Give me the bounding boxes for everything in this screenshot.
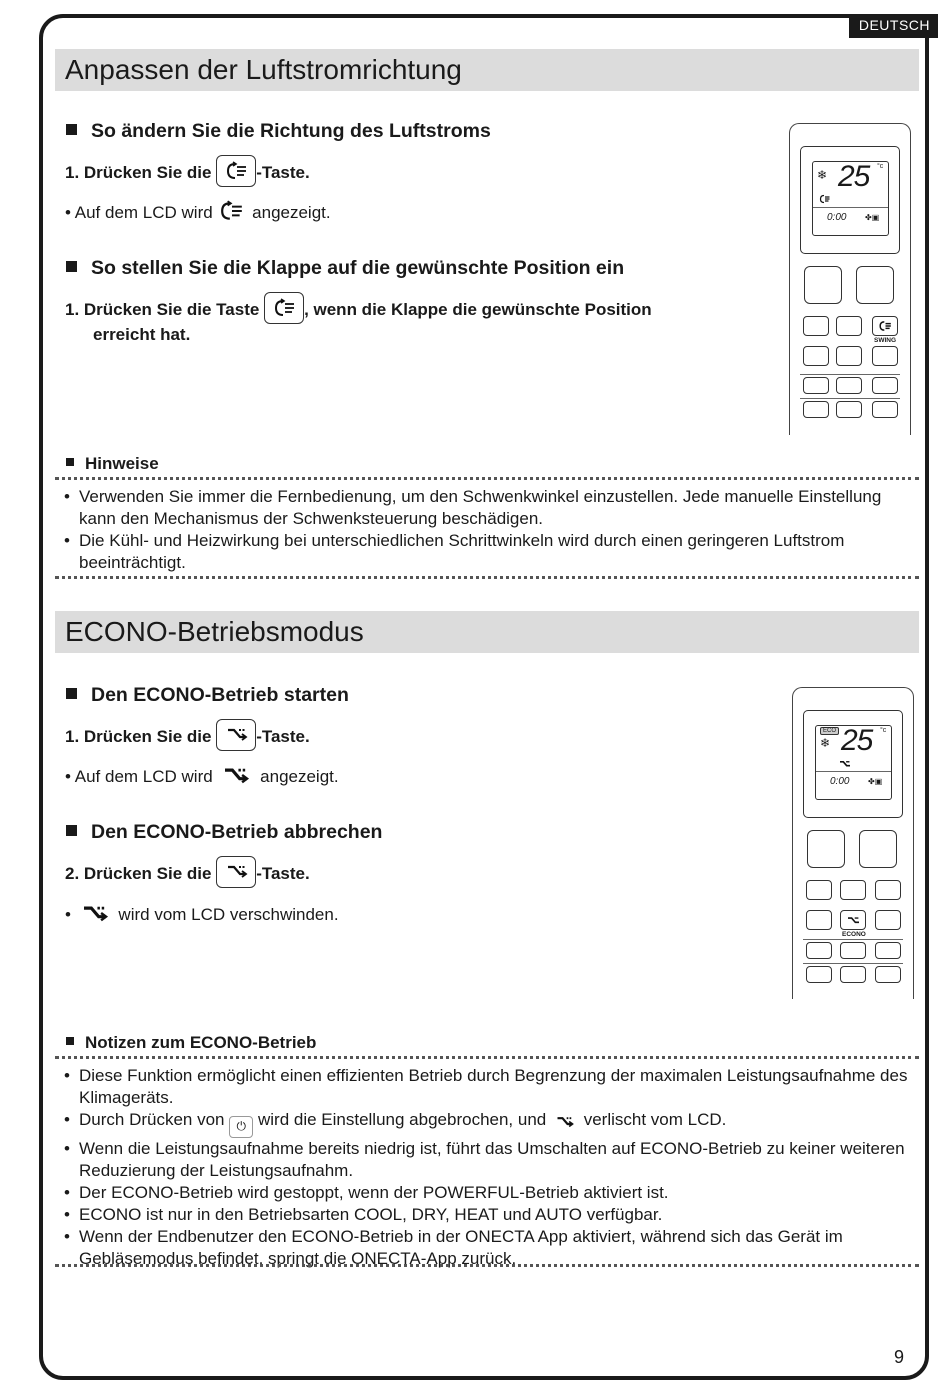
econo-lcd-icon <box>79 902 111 924</box>
list-item: • Durch Drücken von ⏻ wird die Einstellung abgebrochen, und verlischt vom LCD. <box>64 1109 914 1138</box>
remote-econo-label: ECONO <box>842 931 866 938</box>
swing-lcd-icon <box>220 200 244 222</box>
remote-button <box>836 377 862 394</box>
step-press-swing-flap: 1. Drücken Sie die Taste , wenn die Klappe die gewünschte Position erreicht hat. <box>65 292 652 346</box>
divider <box>55 576 919 579</box>
list-item: • ECONO ist nur in den Betriebsarten COOL, DRY, HEAT und AUTO verfügbar. <box>64 1204 914 1226</box>
remote-button <box>806 942 832 959</box>
section-title-airflow: Anpassen der Luftstromrichtung <box>55 49 919 91</box>
remote-swing-button <box>872 316 898 336</box>
remote-swing-label: SWING <box>874 337 897 344</box>
fan-icon: ✤▣ <box>865 213 880 222</box>
step-press-econo-cancel: 2. Drücken Sie die -Taste. <box>65 856 310 888</box>
lcd-eco-badge: ECO <box>820 727 839 735</box>
snowflake-icon: ❄ <box>817 168 828 182</box>
square-bullet-icon <box>66 688 77 699</box>
econo-notes-heading: Notizen zum ECONO-Betrieb <box>66 1033 316 1053</box>
remote-button <box>803 377 829 394</box>
list-item: • Diese Funktion ermöglicht einen effizienten Betrieb durch Begrenzung der maximalen Leistungsaufnahme des Klimageräts. <box>64 1065 914 1109</box>
notes-heading: Hinweise <box>66 454 159 474</box>
remote-econo-button <box>840 910 866 930</box>
bullet-lcd-econo: • Auf dem LCD wird angezeigt. <box>65 764 339 787</box>
econo-key-icon <box>216 719 256 751</box>
lcd-timer: 0:00 <box>827 212 847 223</box>
remote-button <box>804 266 842 304</box>
remote-button <box>836 401 862 418</box>
remote-lcd-panel <box>800 146 900 254</box>
list-item: • Wenn die Leistungsaufnahme bereits niedrig ist, führt das Umschalten auf ECONO-Betrieb zu keiner weiteren Reduzierung der Leistungsaufnahm. <box>64 1138 914 1182</box>
lcd-temperature: 25 <box>841 724 873 757</box>
remote-button <box>872 377 898 394</box>
celsius-icon: °c <box>877 163 884 170</box>
remote-button <box>803 401 829 418</box>
remote-control-illustration <box>792 687 914 999</box>
remote-button <box>875 942 901 959</box>
page-number: 9 <box>894 1347 905 1367</box>
remote-button <box>836 346 862 366</box>
subheading-econo-start: Den ECONO-Betrieb starten <box>66 684 349 707</box>
remote-button <box>872 401 898 418</box>
remote-button <box>875 910 901 930</box>
remote-lcd-screen <box>815 725 892 800</box>
remote-lcd-screen <box>812 161 889 236</box>
remote-control-illustration <box>789 123 911 435</box>
snowflake-icon: ❄ <box>820 736 831 750</box>
remote-button <box>806 880 832 900</box>
lcd-temperature: 25 <box>838 160 870 193</box>
remote-button <box>872 346 898 366</box>
notes-list <box>64 486 914 574</box>
remote-lcd-panel <box>803 710 903 818</box>
econo-notes-list <box>64 1065 914 1270</box>
econo-lcd-icon <box>838 759 852 769</box>
bullet-lcd-swing: • Auf dem LCD wird angezeigt. <box>65 200 331 223</box>
square-bullet-icon <box>66 1037 74 1045</box>
power-button-icon: ⏻ <box>229 1116 253 1138</box>
remote-button <box>875 966 901 983</box>
square-bullet-icon <box>66 124 77 135</box>
swing-key-icon <box>216 155 256 187</box>
remote-button <box>803 346 829 366</box>
econo-lcd-icon <box>554 1114 576 1129</box>
remote-button <box>806 910 832 930</box>
fan-icon: ✤▣ <box>868 777 883 786</box>
step-press-swing: 1. Drücken Sie die -Taste. <box>65 155 310 187</box>
subheading-change-airflow: So ändern Sie die Richtung des Luftstroms <box>66 120 491 143</box>
square-bullet-icon <box>66 261 77 272</box>
list-item: • Die Kühl- und Heizwirkung bei unterschiedlichen Schrittwinkeln wird durch einen geringeren Luftstrom beeinträchtigt. <box>64 530 914 574</box>
list-item: • Der ECONO-Betrieb wird gestoppt, wenn der POWERFUL-Betrieb aktiviert ist. <box>64 1182 914 1204</box>
step-press-econo: 1. Drücken Sie die -Taste. <box>65 719 310 751</box>
celsius-icon: °c <box>880 727 887 734</box>
swing-key-icon <box>264 292 304 324</box>
remote-button <box>803 316 829 336</box>
list-item: • Verwenden Sie immer die Fernbedienung, um den Schwenkwinkel einzustellen. Jede manuelle Einstellung kann den Mechanismus der Schwenksteuerung beschädigen. <box>64 486 914 530</box>
square-bullet-icon <box>66 458 74 466</box>
swing-lcd-icon <box>819 194 831 204</box>
remote-button <box>840 966 866 983</box>
square-bullet-icon <box>66 825 77 836</box>
lcd-timer: 0:00 <box>830 776 850 787</box>
remote-button <box>840 880 866 900</box>
divider <box>55 1264 919 1267</box>
remote-button <box>836 316 862 336</box>
remote-button <box>840 942 866 959</box>
list-item: • Wenn der Endbenutzer den ECONO-Betrieb in der ONECTA App aktiviert, während sich das Gerät im Gebläsemodus befindet, springt die ONECTA-App zurück. <box>64 1226 914 1270</box>
remote-button <box>856 266 894 304</box>
econo-lcd-icon <box>220 764 252 786</box>
section-title-econo: ECONO-Betriebsmodus <box>55 611 919 653</box>
subheading-set-flap: So stellen Sie die Klappe auf die gewünschte Position ein <box>66 257 624 280</box>
bullet-econo-disappear: • wird vom LCD verschwinden. <box>65 902 339 925</box>
remote-button <box>859 830 897 868</box>
remote-button <box>875 880 901 900</box>
language-tab: DEUTSCH <box>849 14 938 38</box>
divider <box>55 477 919 480</box>
remote-button <box>807 830 845 868</box>
subheading-econo-cancel: Den ECONO-Betrieb abbrechen <box>66 821 382 844</box>
econo-key-icon <box>216 856 256 888</box>
divider <box>55 1056 919 1059</box>
remote-button <box>806 966 832 983</box>
